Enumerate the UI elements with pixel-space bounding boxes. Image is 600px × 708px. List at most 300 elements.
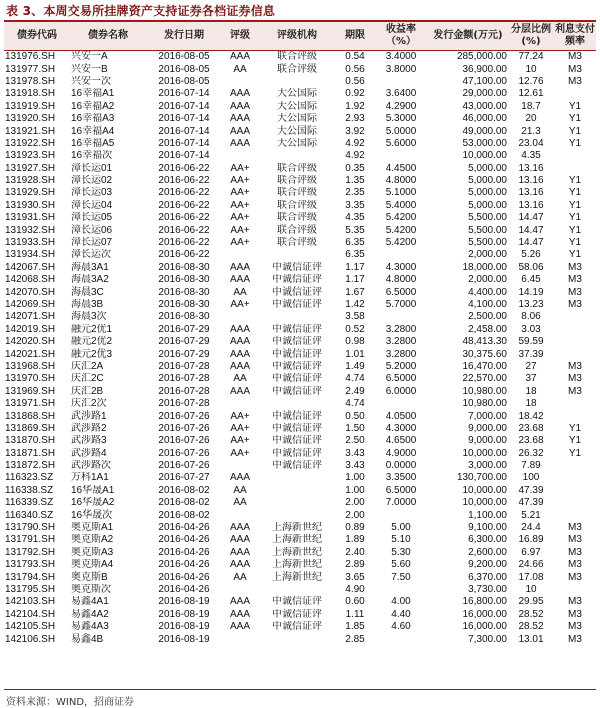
table-row <box>4 51 596 64</box>
cell-yield: 4.00 <box>391 596 411 608</box>
cell-ratio: 77.24 <box>518 51 544 63</box>
cell-yield: 5.2000 <box>385 360 417 372</box>
cell-code: 131869.SH <box>5 422 56 434</box>
cell-yield <box>374 249 428 261</box>
cell-agency: 上海新世纪 <box>272 546 322 558</box>
cell-name: 漳长运01 <box>71 162 113 174</box>
cell-name: 武涉路3 <box>71 435 107 447</box>
cell-date: 2016-08-02 <box>158 509 210 521</box>
cell-yield <box>374 509 428 521</box>
cell-yield: 4.2900 <box>385 100 417 112</box>
cell-yield: 6.5000 <box>385 286 417 298</box>
cell-code: 142105.SH <box>5 621 56 633</box>
cell-amount: 3,000.00 <box>468 460 507 472</box>
cell-name: 奥克斯A1 <box>71 522 114 534</box>
cell-date: 2016-04-26 <box>158 546 210 558</box>
cell-yield: 4.40 <box>391 608 411 620</box>
cell-code: 131790.SH <box>5 522 56 534</box>
cell-rating: AAA <box>229 125 250 137</box>
cell-agency: 中诚信证评 <box>272 596 322 608</box>
cell-amount: 5,500.00 <box>468 237 507 249</box>
cell-ratio: 18.7 <box>521 100 541 112</box>
cell-amount: 10,000.00 <box>462 447 507 459</box>
cell-frequency: M3 <box>568 596 582 608</box>
cell-name: 16幸福次 <box>71 150 113 162</box>
cell-agency: 大公国际 <box>277 88 317 100</box>
cell-date: 2016-06-22 <box>158 249 210 261</box>
cell-ratio: 14.47 <box>518 237 544 249</box>
cell-rating: AA+ <box>230 447 250 459</box>
cell-agency: 上海新世纪 <box>272 571 322 583</box>
table-row <box>4 299 596 311</box>
cell-name: 16华晟A1 <box>71 484 115 496</box>
cell-ratio: 47.39 <box>518 497 544 509</box>
cell-amount: 5,500.00 <box>468 224 507 236</box>
cell-name: 兴安一A <box>71 51 108 63</box>
cell-date: 2016-08-19 <box>158 608 210 620</box>
cell-date: 2016-08-02 <box>158 484 210 496</box>
table-row <box>4 361 596 373</box>
cell-agency: 大公国际 <box>277 125 317 137</box>
cell-agency: 中诚信证评 <box>272 410 322 422</box>
cell-agency <box>258 485 336 497</box>
cell-yield: 5.60 <box>391 559 411 571</box>
cell-ratio: 13.16 <box>518 199 544 211</box>
cell-code: 131927.SH <box>5 162 56 174</box>
cell-date: 2016-08-05 <box>158 75 210 87</box>
table-row <box>4 200 596 212</box>
cell-term: 0.98 <box>345 336 365 348</box>
cell-code: 131928.SH <box>5 175 56 187</box>
cell-yield: 7.50 <box>391 571 411 583</box>
cell-rating: AA <box>233 286 247 298</box>
cell-term: 0.60 <box>345 596 365 608</box>
cell-frequency: Y1 <box>568 447 582 459</box>
cell-code: 142020.SH <box>5 336 56 348</box>
cell-ratio: 58.06 <box>518 261 544 273</box>
cell-amount: 130,700.00 <box>456 472 507 484</box>
cell-name: 漳长运07 <box>71 237 113 249</box>
table-body <box>4 51 596 646</box>
cell-yield: 5.30 <box>391 546 411 558</box>
cell-name: 16幸福A4 <box>71 125 115 137</box>
cell-agency: 中诚信证评 <box>272 323 322 335</box>
cell-rating: AA+ <box>230 410 250 422</box>
cell-frequency: Y1 <box>568 224 582 236</box>
cell-rating: AAA <box>229 546 250 558</box>
cell-ratio: 10 <box>525 583 537 595</box>
cell-term: 0.50 <box>345 410 365 422</box>
cell-code: 142068.SH <box>5 274 56 286</box>
cell-amount: 5,000.00 <box>468 175 507 187</box>
cell-agency: 中诚信证评 <box>272 348 322 360</box>
cell-amount: 9,000.00 <box>468 422 507 434</box>
cell-frequency: M3 <box>568 299 582 310</box>
cell-amount: 2,600.00 <box>468 546 507 558</box>
cell-term: 3.35 <box>345 199 365 211</box>
cell-ratio: 10 <box>525 63 537 75</box>
cell-amount: 4,100.00 <box>468 299 507 310</box>
cell-term: 0.92 <box>345 88 365 100</box>
cell-rating: AA <box>233 484 247 496</box>
cell-yield: 4.0500 <box>385 410 417 422</box>
cell-date: 2016-06-22 <box>158 199 210 211</box>
cell-rating <box>222 509 258 521</box>
cell-date: 2016-08-30 <box>158 286 210 298</box>
table-row <box>4 187 596 199</box>
cell-agency <box>258 150 336 162</box>
cell-ratio: 27 <box>525 360 537 372</box>
cell-agency: 联合评级 <box>277 162 317 174</box>
cell-rating: AA+ <box>230 422 250 434</box>
cell-amount: 2,458.00 <box>468 323 507 335</box>
cell-yield: 3.2800 <box>385 348 417 360</box>
cell-rating: AAA <box>229 323 250 335</box>
cell-frequency: Y1 <box>568 422 582 434</box>
cell-amount: 2,000.00 <box>468 274 507 286</box>
header-frequency: 利息支付频率 <box>554 22 596 51</box>
cell-name: 奥克斯A2 <box>71 534 114 546</box>
cell-code: 131930.SH <box>5 199 56 211</box>
cell-rating <box>222 311 258 323</box>
cell-rating: AA+ <box>230 299 250 310</box>
bottom-rule <box>4 689 596 690</box>
cell-rating: AA <box>233 63 247 75</box>
cell-yield: 5.6000 <box>385 137 417 149</box>
cell-agency: 中诚信证评 <box>272 608 322 620</box>
cell-amount: 16,800.00 <box>462 596 507 608</box>
cell-rating: AAA <box>229 596 250 608</box>
cell-code: 131929.SH <box>5 187 56 199</box>
table-row <box>4 175 596 187</box>
cell-amount: 49,000.00 <box>462 125 507 137</box>
cell-yield <box>374 150 428 162</box>
cell-name: 易鑫4A2 <box>71 608 109 620</box>
cell-term: 2.89 <box>345 559 365 571</box>
cell-term: 5.35 <box>345 224 365 236</box>
cell-term: 3.58 <box>345 311 365 323</box>
cell-ratio: 6.45 <box>521 274 541 286</box>
cell-ratio: 6.97 <box>521 546 541 558</box>
header-amount: 发行金额(万元) <box>428 22 508 51</box>
cell-amount: 10,980.00 <box>462 385 507 397</box>
cell-name: 16华晟A2 <box>71 497 115 509</box>
cell-agency: 联合评级 <box>277 175 317 187</box>
cell-yield: 3.2800 <box>385 323 417 335</box>
cell-term: 1.92 <box>345 100 365 112</box>
cell-term: 1.17 <box>345 261 365 273</box>
cell-term: 4.90 <box>345 583 365 595</box>
cell-agency: 联合评级 <box>277 199 317 211</box>
cell-term: 4.74 <box>345 398 365 410</box>
table-row <box>4 373 596 385</box>
cell-frequency <box>554 472 596 484</box>
table-row <box>4 497 596 509</box>
cell-rating: AA+ <box>230 212 250 224</box>
cell-amount: 10,980.00 <box>462 398 507 410</box>
cell-frequency: M3 <box>568 75 582 87</box>
cell-rating: AA+ <box>230 199 250 211</box>
cell-date: 2016-08-30 <box>158 299 210 310</box>
cell-name: 奥克斯A3 <box>71 546 114 558</box>
cell-amount: 22,570.00 <box>462 373 507 385</box>
cell-name: 漳长运03 <box>71 187 113 199</box>
cell-agency <box>258 509 336 521</box>
cell-name: 16幸福A1 <box>71 88 115 100</box>
cell-date: 2016-04-26 <box>158 559 210 571</box>
cell-term: 2.49 <box>345 385 365 397</box>
header-ratio: 分层比例(%) <box>508 22 554 51</box>
cell-agency: 中诚信证评 <box>272 336 322 348</box>
cell-name: 16华晟次 <box>71 509 113 521</box>
cell-agency: 大公国际 <box>277 113 317 125</box>
cell-date: 2016-07-26 <box>158 447 210 459</box>
cell-frequency: Y1 <box>568 125 582 137</box>
cell-code: 131977.SH <box>5 63 56 75</box>
cell-rating: AAA <box>229 348 250 360</box>
cell-rating: AA+ <box>230 224 250 236</box>
cell-ratio: 23.04 <box>518 137 544 149</box>
table-row <box>4 274 596 286</box>
cell-date: 2016-07-28 <box>158 360 210 372</box>
table-row <box>4 101 596 113</box>
cell-rating: AAA <box>229 336 250 348</box>
cell-frequency: M3 <box>568 534 582 546</box>
cell-agency: 中诚信证评 <box>272 286 322 298</box>
cell-name: 融元2优2 <box>71 336 113 348</box>
cell-code: 142106.SH <box>5 633 56 645</box>
table-row <box>4 224 596 236</box>
cell-rating: AAA <box>229 261 250 273</box>
cell-name: 兴安一B <box>71 63 108 75</box>
cell-frequency <box>554 311 596 323</box>
cell-term: 0.35 <box>345 162 365 174</box>
cell-term: 3.43 <box>345 447 365 459</box>
cell-term: 1.89 <box>345 534 365 546</box>
cell-amount: 5,500.00 <box>468 212 507 224</box>
cell-yield: 5.4000 <box>385 199 417 211</box>
cell-rating: AA <box>233 571 247 583</box>
table-row <box>4 212 596 224</box>
cell-amount: 2,500.00 <box>468 311 507 323</box>
table-row <box>4 596 596 608</box>
cell-yield: 7.0000 <box>385 497 417 509</box>
cell-agency: 上海新世纪 <box>272 559 322 571</box>
cell-frequency: Y1 <box>568 113 582 125</box>
cell-date: 2016-04-26 <box>158 583 210 595</box>
cell-ratio: 28.52 <box>518 608 544 620</box>
cell-frequency <box>554 485 596 497</box>
cell-code: 131971.SH <box>5 398 56 410</box>
cell-date: 2016-07-28 <box>158 373 210 385</box>
cell-date: 2016-06-22 <box>158 175 210 187</box>
cell-date: 2016-07-14 <box>158 150 210 162</box>
cell-yield <box>374 398 428 410</box>
cell-frequency: M3 <box>568 360 582 372</box>
cell-frequency: M3 <box>568 261 582 273</box>
cell-ratio: 13.16 <box>518 162 544 174</box>
cell-yield: 0.0000 <box>385 460 417 472</box>
cell-term: 1.35 <box>345 175 365 187</box>
cell-rating: AAA <box>229 100 250 112</box>
table-row <box>4 609 596 621</box>
cell-term: 3.92 <box>345 125 365 137</box>
cell-amount: 3,730.00 <box>468 583 507 595</box>
cell-name: 易鑫4B <box>71 633 104 645</box>
table-row <box>4 150 596 162</box>
cell-date: 2016-04-26 <box>158 571 210 583</box>
cell-agency <box>258 472 336 484</box>
cell-rating: AAA <box>229 360 250 372</box>
cell-name: 武涉路1 <box>71 410 107 422</box>
cell-yield: 6.5000 <box>385 373 417 385</box>
cell-ratio: 13.01 <box>518 633 544 645</box>
cell-agency: 中诚信证评 <box>272 422 322 434</box>
cell-rating: AA+ <box>230 435 250 447</box>
cell-term: 1.00 <box>345 472 365 484</box>
cell-yield: 5.10 <box>391 534 411 546</box>
cell-term: 2.85 <box>345 633 365 645</box>
cell-code: 131921.SH <box>5 125 56 137</box>
cell-name: 融元2优3 <box>71 348 113 360</box>
cell-code: 116339.SZ <box>5 497 54 509</box>
cell-ratio: 100 <box>522 472 540 484</box>
cell-frequency: M3 <box>568 274 582 286</box>
cell-name: 武涉路2 <box>71 422 107 434</box>
table-row <box>4 163 596 175</box>
cell-term: 2.40 <box>345 546 365 558</box>
cell-code: 131792.SH <box>5 546 56 558</box>
cell-rating: AA <box>233 373 247 385</box>
cell-yield: 5.4200 <box>385 237 417 249</box>
cell-frequency: M3 <box>568 571 582 583</box>
table-row <box>4 262 596 274</box>
table-row <box>4 348 596 360</box>
cell-code: 131872.SH <box>5 460 56 472</box>
cell-frequency: M3 <box>568 608 582 620</box>
cell-amount: 29,000.00 <box>462 88 507 100</box>
cell-amount: 10,000.00 <box>462 150 507 162</box>
cell-date: 2016-08-30 <box>158 261 210 273</box>
cell-rating: AA+ <box>230 187 250 199</box>
table-row <box>4 88 596 100</box>
cell-agency <box>258 76 336 88</box>
header-yield: 收益率（%） <box>374 22 428 51</box>
cell-yield: 5.4200 <box>385 212 417 224</box>
cell-rating <box>222 633 258 645</box>
cell-amount: 7,300.00 <box>468 633 507 645</box>
cell-term: 3.43 <box>345 460 365 472</box>
cell-ratio: 20 <box>525 113 537 125</box>
cell-date: 2016-07-14 <box>158 125 210 137</box>
cell-frequency: M3 <box>568 621 582 633</box>
cell-frequency: Y1 <box>568 137 582 149</box>
cell-ratio: 5.21 <box>521 509 541 521</box>
cell-amount: 43,000.00 <box>462 100 507 112</box>
cell-name: 16幸福A3 <box>71 113 115 125</box>
cell-amount: 9,200.00 <box>468 559 507 571</box>
cell-yield: 4.8000 <box>385 274 417 286</box>
table-row <box>4 410 596 422</box>
cell-term: 1.00 <box>345 484 365 496</box>
cell-term: 0.89 <box>345 522 365 534</box>
cell-term: 6.35 <box>345 237 365 249</box>
cell-frequency: M3 <box>568 633 582 645</box>
cell-ratio: 59.59 <box>518 336 544 348</box>
cell-code: 131795.SH <box>5 583 56 595</box>
table-row <box>4 448 596 460</box>
cell-ratio: 8.06 <box>521 311 541 323</box>
cell-code: 131933.SH <box>5 237 56 249</box>
cell-amount: 10,000.00 <box>462 497 507 509</box>
cell-term: 6.35 <box>345 249 365 261</box>
cell-ratio: 16.89 <box>518 534 544 546</box>
cell-code: 131922.SH <box>5 137 56 149</box>
cell-code: 142071.SH <box>5 311 56 323</box>
cell-code: 131931.SH <box>5 212 56 224</box>
cell-yield: 3.6400 <box>385 88 417 100</box>
cell-rating: AA+ <box>230 162 250 174</box>
cell-yield: 5.0000 <box>385 125 417 137</box>
table-row <box>4 336 596 348</box>
cell-agency: 中诚信证评 <box>272 360 322 372</box>
cell-amount: 5,000.00 <box>468 199 507 211</box>
cell-frequency <box>554 497 596 509</box>
cell-yield: 5.4200 <box>385 224 417 236</box>
cell-name: 海晨3C <box>71 286 104 298</box>
cell-date: 2016-04-26 <box>158 522 210 534</box>
cell-amount: 1,100.00 <box>468 509 507 521</box>
cell-code: 142070.SH <box>5 286 56 298</box>
cell-date: 2016-07-27 <box>158 472 210 484</box>
cell-agency: 联合评级 <box>277 224 317 236</box>
cell-term: 4.92 <box>345 150 365 162</box>
cell-yield: 3.3500 <box>385 472 417 484</box>
cell-name: 庆汇2B <box>71 385 104 397</box>
header-rating: 评级 <box>222 22 258 51</box>
cell-agency: 中诚信证评 <box>272 261 322 273</box>
cell-rating: AAA <box>229 534 250 546</box>
cell-yield <box>374 584 428 596</box>
cell-ratio: 3.03 <box>521 323 541 335</box>
cell-code: 131920.SH <box>5 113 56 125</box>
cell-agency: 大公国际 <box>277 100 317 112</box>
cell-ratio: 13.16 <box>518 187 544 199</box>
cell-term: 1.85 <box>345 621 365 633</box>
cell-frequency: M3 <box>568 51 582 63</box>
cell-date: 2016-07-14 <box>158 137 210 149</box>
cell-frequency <box>554 398 596 410</box>
cell-date: 2016-08-05 <box>158 63 210 75</box>
table-row <box>4 125 596 137</box>
table-row <box>4 324 596 336</box>
cell-rating: AAA <box>229 88 250 100</box>
table-row <box>4 547 596 559</box>
cell-agency: 上海新世纪 <box>272 534 322 546</box>
cell-name: 武涉路4 <box>71 447 107 459</box>
cell-code: 131932.SH <box>5 224 56 236</box>
cell-code: 131934.SH <box>5 249 56 261</box>
cell-amount: 5,000.00 <box>468 187 507 199</box>
cell-yield: 3.8000 <box>385 63 417 75</box>
cell-frequency: Y1 <box>568 187 582 199</box>
cell-date: 2016-07-29 <box>158 348 210 360</box>
source-note: 资料来源：WIND，招商证券 <box>6 697 135 708</box>
cell-yield: 4.8000 <box>385 175 417 187</box>
cell-term: 2.93 <box>345 113 365 125</box>
cell-agency: 联合评级 <box>277 51 317 63</box>
cell-term: 1.01 <box>345 348 365 360</box>
